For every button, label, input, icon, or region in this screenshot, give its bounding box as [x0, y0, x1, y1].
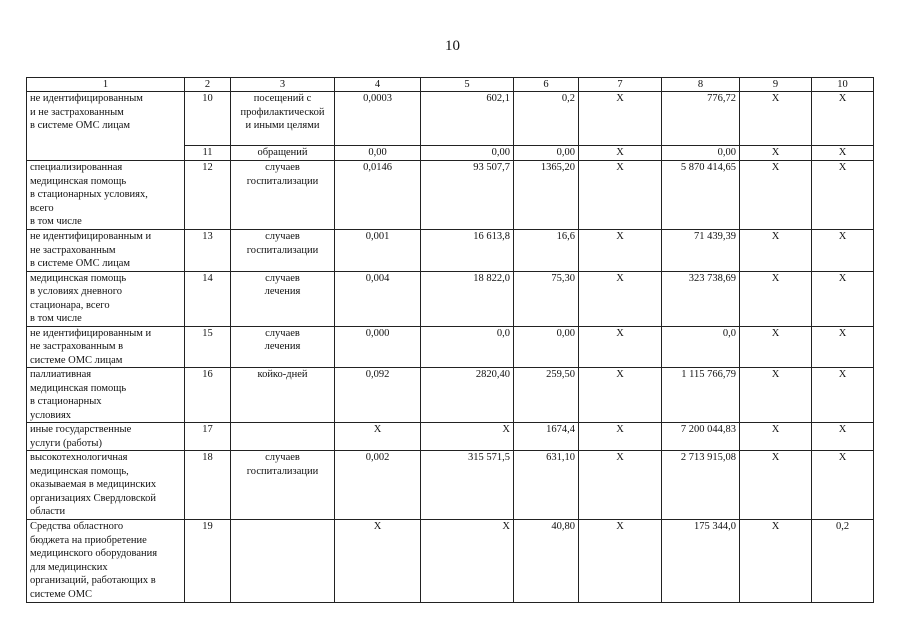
value-cell: X: [771, 327, 780, 339]
value-cell: 323 738,69: [688, 272, 736, 284]
value-cell: X: [373, 424, 382, 435]
value-cell: X: [838, 452, 847, 463]
value-cell: 40,80: [551, 521, 575, 532]
row-name: иные государственные услуги (работы): [30, 424, 132, 449]
value-cell: X: [616, 327, 624, 339]
value-cell: X: [771, 147, 780, 158]
header-cell: 1: [27, 78, 185, 92]
value-cell: X: [838, 147, 847, 158]
value-cell: 602,1: [486, 93, 510, 104]
value-cell: 0,00: [368, 147, 387, 158]
unit-cell: обращений: [257, 147, 308, 158]
header-row: [27, 78, 874, 92]
row-name: не идентифицированным и не застрахованным в системе ОМС лицам: [30, 93, 143, 131]
value-cell: 0,2: [561, 93, 575, 104]
page-number: 10: [445, 38, 460, 54]
row-name: Средства областного бюджета на приобретение медицинского оборудования для медицинских организаций, работающих в системе ОМС: [30, 521, 158, 600]
value-cell: X: [616, 452, 624, 463]
table-row: [27, 368, 874, 423]
value-cell: X: [771, 369, 780, 380]
table-row: [27, 520, 874, 603]
row-number: 18: [202, 452, 213, 463]
row-name: не идентифицированным и не застрахованным в системе ОМС лицам: [30, 231, 152, 269]
value-cell: 259,50: [546, 369, 575, 380]
value-cell: 776,72: [707, 93, 736, 104]
value-cell: X: [838, 369, 847, 380]
value-cell: X: [373, 521, 382, 532]
value-cell: X: [616, 147, 624, 158]
value-cell: 0,00: [556, 147, 575, 158]
value-cell: X: [771, 521, 780, 532]
value-cell: X: [616, 424, 624, 435]
value-cell: 16 613,8: [473, 231, 510, 242]
row-number: 12: [202, 162, 213, 173]
row-number: 11: [202, 147, 213, 158]
value-cell: 0,00: [556, 327, 575, 339]
unit-cell: посещений с профилактической и иными целями: [240, 93, 325, 131]
unit-cell: койко-дней: [257, 369, 308, 380]
unit-cell: случаев госпитализации: [246, 452, 319, 477]
value-cell: X: [838, 162, 847, 173]
row-number: 19: [202, 521, 213, 532]
row-name: высокотехнологичная медицинская помощь, оказываемая в медицинских организациях Свердловской области: [30, 452, 157, 517]
table-row: [27, 423, 874, 451]
header-cell: 2: [185, 78, 231, 92]
data-table: [26, 77, 874, 603]
value-cell: 0,0146: [363, 162, 392, 173]
value-cell: 93 507,7: [473, 162, 510, 173]
value-cell: X: [616, 162, 624, 173]
value-cell: X: [502, 424, 510, 435]
value-cell: 0,00: [717, 147, 736, 158]
value-cell: 2820,40: [475, 369, 510, 380]
value-cell: X: [616, 521, 624, 532]
header-cell: 3: [231, 78, 335, 92]
value-cell: X: [771, 93, 780, 104]
value-cell: X: [838, 424, 847, 435]
value-cell: X: [771, 452, 780, 463]
row-number: 15: [202, 327, 213, 339]
value-cell: X: [616, 369, 624, 380]
value-cell: X: [771, 272, 780, 284]
unit-cell: случаев лечения: [264, 272, 301, 297]
row-number: 13: [202, 231, 213, 242]
value-cell: 2 713 915,08: [680, 452, 736, 463]
value-cell: 0,00: [491, 147, 510, 158]
value-cell: 5 870 414,65: [680, 162, 736, 173]
unit-cell: случаев госпитализации: [246, 231, 319, 256]
value-cell: X: [838, 272, 847, 284]
value-cell: 75,30: [551, 272, 575, 284]
value-cell: 16,6: [556, 231, 575, 242]
value-cell: 1365,20: [540, 162, 575, 173]
value-cell: 18 822,0: [473, 272, 510, 284]
value-cell: 7 200 044,83: [680, 424, 736, 435]
value-cell: 1 115 766,79: [681, 369, 736, 380]
row-name: специализированная медицинская помощь в стационарных условиях, всего в том числе: [30, 162, 148, 227]
table-row: [27, 326, 874, 368]
value-cell: 175 344,0: [694, 521, 736, 532]
unit-cell: случаев лечения: [264, 327, 301, 352]
value-cell: X: [771, 231, 780, 242]
header-cell: 7: [579, 78, 662, 92]
value-cell: 631,10: [546, 452, 575, 463]
value-cell: X: [616, 93, 624, 104]
unit-cell: случаев госпитализации: [246, 162, 319, 187]
value-cell: X: [838, 327, 847, 339]
table-row: [27, 451, 874, 520]
value-cell: 0,0003: [363, 93, 392, 104]
header-cell: 6: [514, 78, 579, 92]
value-cell: 1674,4: [546, 424, 575, 435]
row-name: медицинская помощь в условиях дневного стационара, всего в том числе: [30, 272, 127, 324]
value-cell: X: [838, 231, 847, 242]
table-body: [27, 92, 874, 603]
value-cell: 0,092: [365, 369, 390, 380]
value-cell: 315 571,5: [468, 452, 510, 463]
table-row: [27, 161, 874, 230]
table-row: [27, 230, 874, 272]
header-cell: 5: [421, 78, 514, 92]
value-cell: X: [502, 521, 510, 532]
value-cell: 0,001: [365, 231, 390, 242]
header-cell: 9: [740, 78, 812, 92]
value-cell: X: [838, 93, 847, 104]
value-cell: 0,0: [496, 327, 510, 339]
table-row: [27, 92, 874, 146]
header-cell: 8: [662, 78, 740, 92]
value-cell: 0,000: [365, 327, 390, 339]
value-cell: X: [616, 231, 624, 242]
value-cell: X: [771, 424, 780, 435]
row-number: 14: [202, 272, 213, 284]
value-cell: 0,002: [365, 452, 390, 463]
header-cell: 4: [335, 78, 421, 92]
row-number: 17: [202, 424, 213, 435]
row-number: 10: [202, 93, 213, 104]
row-name: паллиативная медицинская помощь в стационарных условиях: [30, 369, 127, 421]
header-cell: 10: [812, 78, 874, 92]
value-cell: X: [616, 272, 624, 284]
value-cell: 0,004: [365, 272, 390, 284]
table-row: [27, 271, 874, 326]
row-name: не идентифицированным и не застрахованным в системе ОМС лицам: [30, 327, 152, 366]
value-cell: 71 439,39: [694, 231, 736, 242]
value-cell: 0,2: [835, 521, 850, 532]
row-number: 16: [202, 369, 213, 380]
value-cell: X: [771, 162, 780, 173]
value-cell: 0,0: [722, 327, 736, 339]
